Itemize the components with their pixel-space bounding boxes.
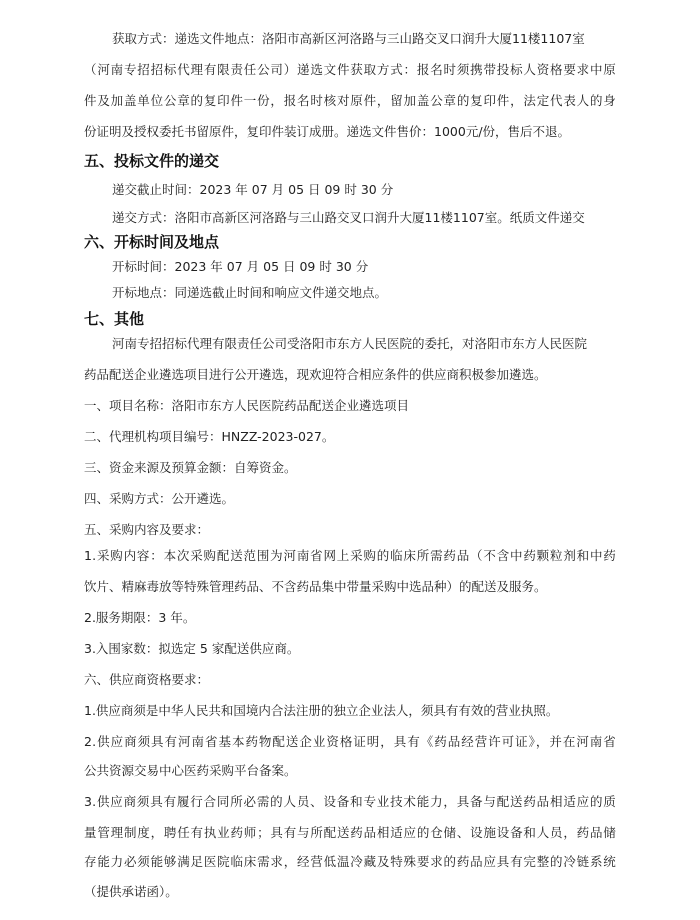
section-6-heading: 六、开标时间及地点 xyxy=(84,233,220,251)
content-req-1a: 1.采购内容：本次采购配送范围为河南省网上采购的临床所需药品（不含中药颗粒剂和中药 xyxy=(84,548,616,563)
opening-place: 开标地点：同递选截止时间和响应文件递交地点。 xyxy=(112,285,388,300)
item-content-heading: 五、采购内容及要求： xyxy=(84,522,210,537)
intro-line-1: 河南专招招标代理有限责任公司受洛阳市东方人民医院的委托，对洛阳市东方人民医院 xyxy=(112,336,588,351)
section-5-heading: 五、投标文件的递交 xyxy=(84,152,220,170)
acquire-line-2: （河南专招招标代理有限责任公司）递选文件获取方式：报名时须携带投标人资格要求中原 xyxy=(84,62,616,77)
section-7-heading: 七、其他 xyxy=(84,310,145,328)
acquire-line-3: 件及加盖单位公章的复印件一份，报名时核对原件，留加盖公章的复印件，法定代表人的身 xyxy=(84,93,616,108)
qualification-3a: 3.供应商须具有履行合同所必需的人员、设备和专业技术能力，具备与配送药品相适应的质 xyxy=(84,794,616,809)
acquire-line-4: 份证明及授权委托书留原件，复印件装订成册。递选文件售价：1000元/份，售后不退。 xyxy=(84,124,571,139)
item-procurement-method: 四、采购方式：公开遴选。 xyxy=(84,491,235,506)
acquire-line-1: 获取方式：递选文件地点：洛阳市高新区河洛路与三山路交叉口润升大厦11楼1107室 xyxy=(112,31,585,46)
item-qualification-heading: 六、供应商资格要求： xyxy=(84,672,210,687)
content-req-1b: 饮片、精麻毒放等特殊管理药品、不含药品集中带量采购中选品种）的配送及服务。 xyxy=(84,579,547,594)
qualification-3d: （提供承诺函）。 xyxy=(84,884,178,899)
submit-method: 递交方式：洛阳市高新区河洛路与三山路交叉口润升大厦11楼1107室。纸质文件递交 xyxy=(112,210,585,225)
opening-time: 开标时间：2023 年 07 月 05 日 09 时 30 分 xyxy=(112,259,369,274)
qualification-1: 1.供应商须是中华人民共和国境内合法注册的独立企业法人，须具有有效的营业执照。 xyxy=(84,703,559,718)
intro-line-2: 药品配送企业遴选项目进行公开遴选，现欢迎符合相应条件的供应商积极参加遴选。 xyxy=(84,367,547,382)
item-project-name: 一、项目名称：洛阳市东方人民医院药品配送企业遴选项目 xyxy=(84,398,410,413)
submit-deadline: 递交截止时间：2023 年 07 月 05 日 09 时 30 分 xyxy=(112,182,394,197)
qualification-3c: 存能力必须能够满足医院临床需求，经营低温冷藏及特殊要求的药品应具有完整的冷链系统 xyxy=(84,854,616,869)
item-funding: 三、资金来源及预算金额：自筹资金。 xyxy=(84,460,297,475)
content-req-3: 3.入围家数：拟选定 5 家配送供应商。 xyxy=(84,641,300,656)
qualification-2a: 2.供应商须具有河南省基本药物配送企业资格证明，具有《药品经营许可证》，并在河南省 xyxy=(84,734,616,749)
qualification-3b: 量管理制度，聘任有执业药师；具有与所配送药品相适应的仓储、设施设备和人员，药品储 xyxy=(84,825,616,840)
item-project-number: 二、代理机构项目编号：HNZZ-2023-027。 xyxy=(84,429,335,444)
content-req-2: 2.服务期限：3 年。 xyxy=(84,610,196,625)
qualification-2b: 公共资源交易中心医药采购平台备案。 xyxy=(84,763,297,778)
